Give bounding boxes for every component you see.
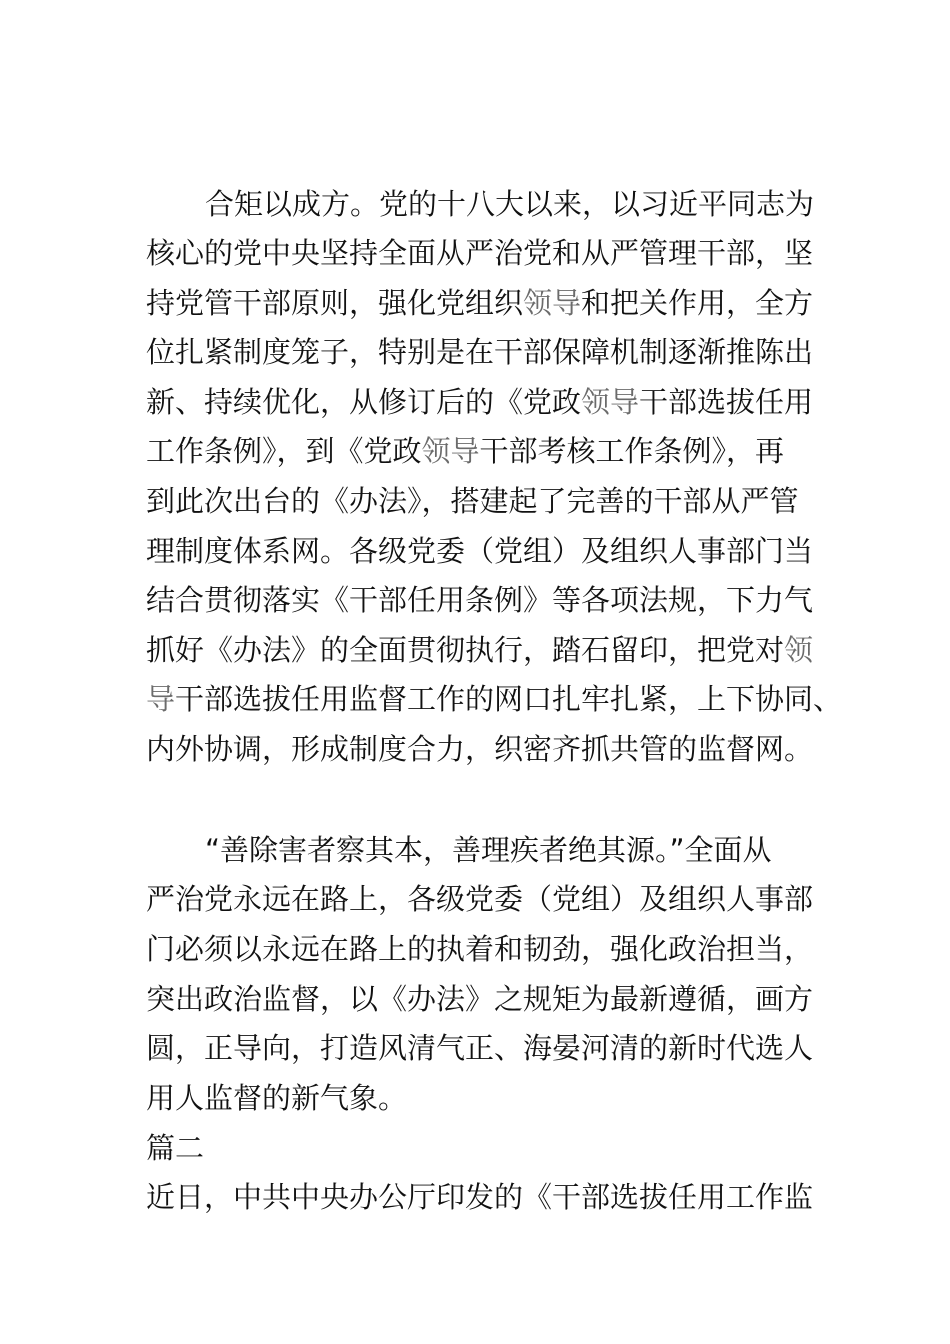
text-run: 内外协调，形成制度合力，织密齐抓共管的监督网。: [146, 732, 814, 766]
paragraph-3-line-1: [146, 1177, 813, 1217]
text-run: “善除害者察其本，善理疾者绝其源。”全面从: [205, 833, 772, 867]
text-run: 结合贯彻落实《干部任用条例》等各项法规，下力气: [146, 583, 814, 617]
text-run: 门必须以永远在路上的执着和韧劲，强化政治担当，: [146, 932, 814, 966]
paragraph-1-line-6: [146, 431, 784, 471]
text-run: 工作条例》，到《党政: [146, 434, 422, 468]
text-run: 干部选拔任用监督工作的网口扎牢扎紧，上下协同、: [175, 682, 843, 716]
paragraph-1-line-7: [146, 481, 799, 521]
highlighted-term: 领导: [523, 286, 582, 320]
paragraph-1-line-9: [146, 580, 813, 620]
paragraph-1-line-2: [146, 233, 813, 273]
text-run: 持党管干部原则，强化党组织: [146, 286, 524, 320]
paragraph-1-line-1: [205, 184, 814, 224]
text-run: 新、持续优化，从修订后的《党政: [146, 385, 582, 419]
text-run: 位扎紧制度笼子，特别是在干部保障机制逐渐推陈出: [146, 335, 814, 369]
highlighted-term: 领导: [421, 434, 480, 468]
paragraph-1-line-4: [146, 332, 813, 372]
paragraph-1-line-3: [146, 283, 813, 323]
highlighted-term: 领导: [581, 385, 640, 419]
text-run: 用人监督的新气象。: [146, 1081, 408, 1115]
paragraph-1-line-5: [146, 382, 813, 422]
paragraph-1-line-10: [146, 630, 813, 670]
text-run: 和把关作用，全方: [581, 286, 814, 320]
text-run: 干部选拔任用: [639, 385, 814, 419]
text-run: 抓好《办法》的全面贯彻执行，踏石留印，把党对: [146, 633, 785, 667]
paragraph-1-line-8: [146, 531, 813, 571]
paragraph-2-line-2: [146, 879, 813, 919]
paragraph-2-line-5: [146, 1028, 813, 1068]
text-run: 核心的党中央坚持全面从严治党和从严管理干部，坚: [146, 236, 814, 270]
text-run: 圆，正导向，打造风清气正、海晏河清的新时代选人: [146, 1031, 814, 1065]
paragraph-2-line-6: [146, 1078, 407, 1118]
section-heading: 篇二: [146, 1131, 205, 1165]
text-run: 严治党永远在路上，各级党委（党组）及组织人事部: [146, 882, 814, 916]
text-run: 到此次出台的《办法》，搭建起了完善的干部从严管: [146, 484, 799, 518]
highlighted-term: 导: [146, 682, 176, 716]
text-run: 突出政治监督，以《办法》之规矩为最新遵循，画方: [146, 982, 814, 1016]
highlighted-term: 领: [784, 633, 814, 667]
paragraph-2-line-4: [146, 979, 813, 1019]
paragraph-1-line-12: [146, 729, 813, 769]
text-run: 近日，中共中央办公厅印发的《干部选拔任用工作监: [146, 1180, 814, 1214]
text-run: 干部考核工作条例》，再: [479, 434, 785, 468]
paragraph-2-line-3: [146, 929, 813, 969]
paragraph-1-line-11: [146, 679, 842, 719]
text-run: 理制度体系网。各级党委（党组）及组织人事部门当: [146, 534, 814, 568]
text-run: 合矩以成方。党的十八大以来，以习近平同志为: [205, 187, 815, 221]
paragraph-2-line-1: [205, 830, 772, 870]
